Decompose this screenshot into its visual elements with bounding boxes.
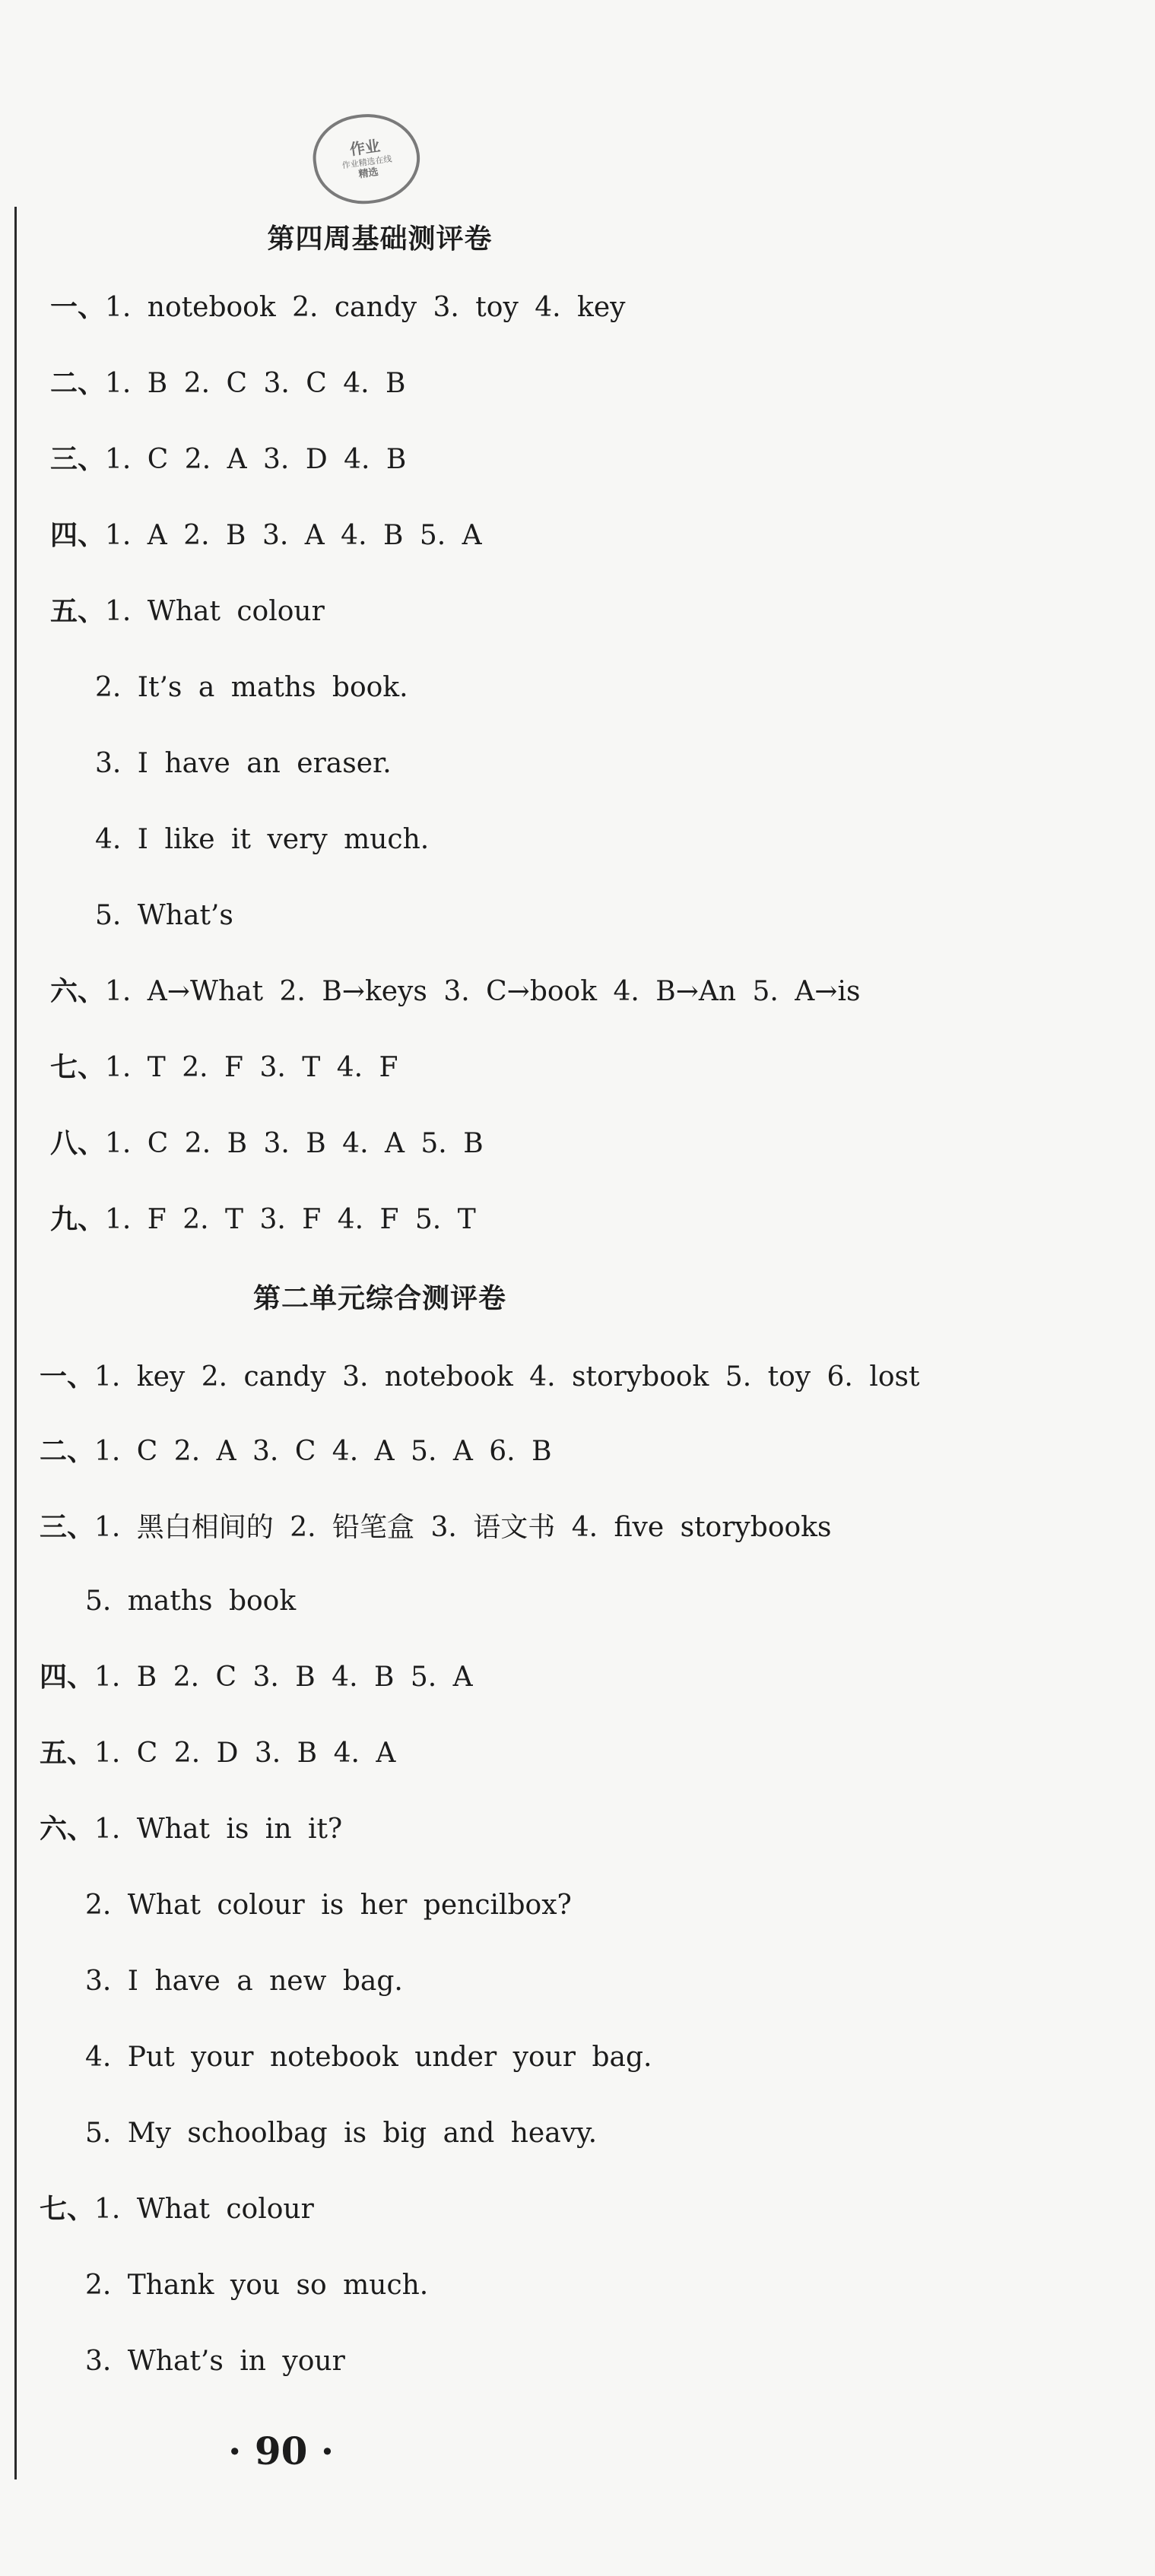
question-number: 五、 (50, 596, 106, 627)
question-number: 八、 (50, 1128, 106, 1159)
question-number: 一、 (40, 1361, 95, 1393)
answer-row (50, 975, 860, 1009)
answer-row (50, 367, 406, 401)
answer-text: 1. F 2. T 3. F 4. F 5. T (105, 1204, 476, 1235)
answer-row (40, 1435, 552, 1469)
answer-row (50, 519, 482, 553)
question-number: 六、 (40, 1814, 95, 1845)
answer-text: 5. What’s (95, 900, 233, 931)
answer-text: 2. It’s a maths book. (95, 672, 408, 703)
section-title: 第四周基础测评卷 (267, 223, 493, 255)
answer-row (85, 1965, 403, 1998)
homework-stamp-logo (307, 107, 425, 211)
answer-row (50, 595, 325, 629)
answer-text: 1. A 2. B 3. A 4. B 5. A (105, 520, 482, 551)
answer-text: 5. maths book (85, 1586, 297, 1617)
section-title: 第二单元综合测评卷 (252, 1283, 506, 1314)
answer-text: 1. B 2. C 3. B 4. B 5. A (94, 1662, 473, 1693)
answer-text: 1. key 2. candy 3. notebook 4. storybook 5. toy 6. lost (94, 1361, 920, 1393)
margin-rule (14, 207, 17, 2479)
answer-row (50, 291, 625, 325)
question-number: 一、 (50, 292, 106, 323)
answer-text: 1. A→What 2. B→keys 3. C→book 4. B→An 5. A→is (105, 976, 861, 1007)
answer-text: 3. I have an eraser. (95, 748, 392, 779)
answer-text: 1. C 2. D 3. B 4. A (94, 1738, 396, 1769)
answer-text: 1. T 2. F 3. T 4. F (105, 1052, 398, 1083)
stamp-top-text: 作业 (348, 135, 382, 159)
answer-row (40, 1661, 473, 1694)
question-number: 四、 (40, 1662, 95, 1693)
answer-text: 4. Put your notebook under your bag. (85, 2042, 652, 2073)
answer-text: 3. I have a new bag. (85, 1966, 403, 1997)
answer-text: 1. C 2. A 3. C 4. A 5. A 6. B (94, 1436, 552, 1467)
answer-row (85, 2041, 652, 2074)
answer-text: 1. 黑白相间的 2. 铅笔盒 3. 语文书 4. five storybooks (94, 1512, 832, 1543)
answer-text: 2. Thank you so much. (85, 2270, 429, 2301)
answer-row (40, 1813, 342, 1846)
answer-row (95, 747, 392, 781)
answer-row (50, 1127, 484, 1161)
answer-text: 1. What is in it? (94, 1814, 343, 1845)
answer-text: 2. What colour is her pencilbox? (85, 1890, 572, 1921)
answer-row (50, 443, 406, 477)
question-number: 三、 (50, 444, 106, 475)
answer-text: 1. notebook 2. candy 3. toy 4. key (105, 292, 626, 323)
answer-row (85, 2117, 597, 2150)
answer-text: 3. What’s in your (85, 2346, 345, 2377)
question-number: 七、 (50, 1052, 106, 1083)
answer-row (40, 1737, 395, 1770)
answer-row (40, 1361, 919, 1394)
answer-text: 1. What colour (105, 596, 325, 627)
question-number: 九、 (50, 1204, 106, 1235)
question-number: 四、 (50, 520, 106, 551)
answer-text: 1. C 2. A 3. D 4. B (105, 444, 407, 475)
answer-text: 1. What colour (94, 2194, 314, 2225)
answer-text: 5. My schoolbag is big and heavy. (85, 2118, 598, 2149)
answer-row (85, 2269, 428, 2302)
answer-row (50, 1051, 398, 1085)
answer-row (85, 1889, 572, 1922)
question-number: 七、 (40, 2194, 95, 2225)
answer-row (85, 1585, 296, 1618)
question-number: 二、 (50, 368, 106, 399)
question-number: 二、 (40, 1436, 95, 1467)
question-number: 五、 (40, 1738, 95, 1769)
stamp-middle-text: 作业精选在线 (341, 153, 393, 170)
answer-row (40, 2193, 314, 2226)
answer-row (40, 1511, 831, 1545)
answer-text: 4. I like it very much. (95, 824, 430, 855)
stamp-bottom-text: 精选 (357, 166, 379, 181)
question-number: 三、 (40, 1512, 95, 1543)
answer-text: 1. C 2. B 3. B 4. A 5. B (105, 1128, 484, 1159)
answer-text: 1. B 2. C 3. C 4. B (105, 368, 406, 399)
answer-row (50, 1203, 476, 1237)
page-number: · 90 · (228, 2429, 335, 2473)
question-number: 六、 (50, 976, 106, 1007)
answer-row (85, 2345, 345, 2378)
answer-row (95, 671, 408, 705)
answer-row (95, 899, 233, 933)
answer-row (95, 823, 429, 857)
